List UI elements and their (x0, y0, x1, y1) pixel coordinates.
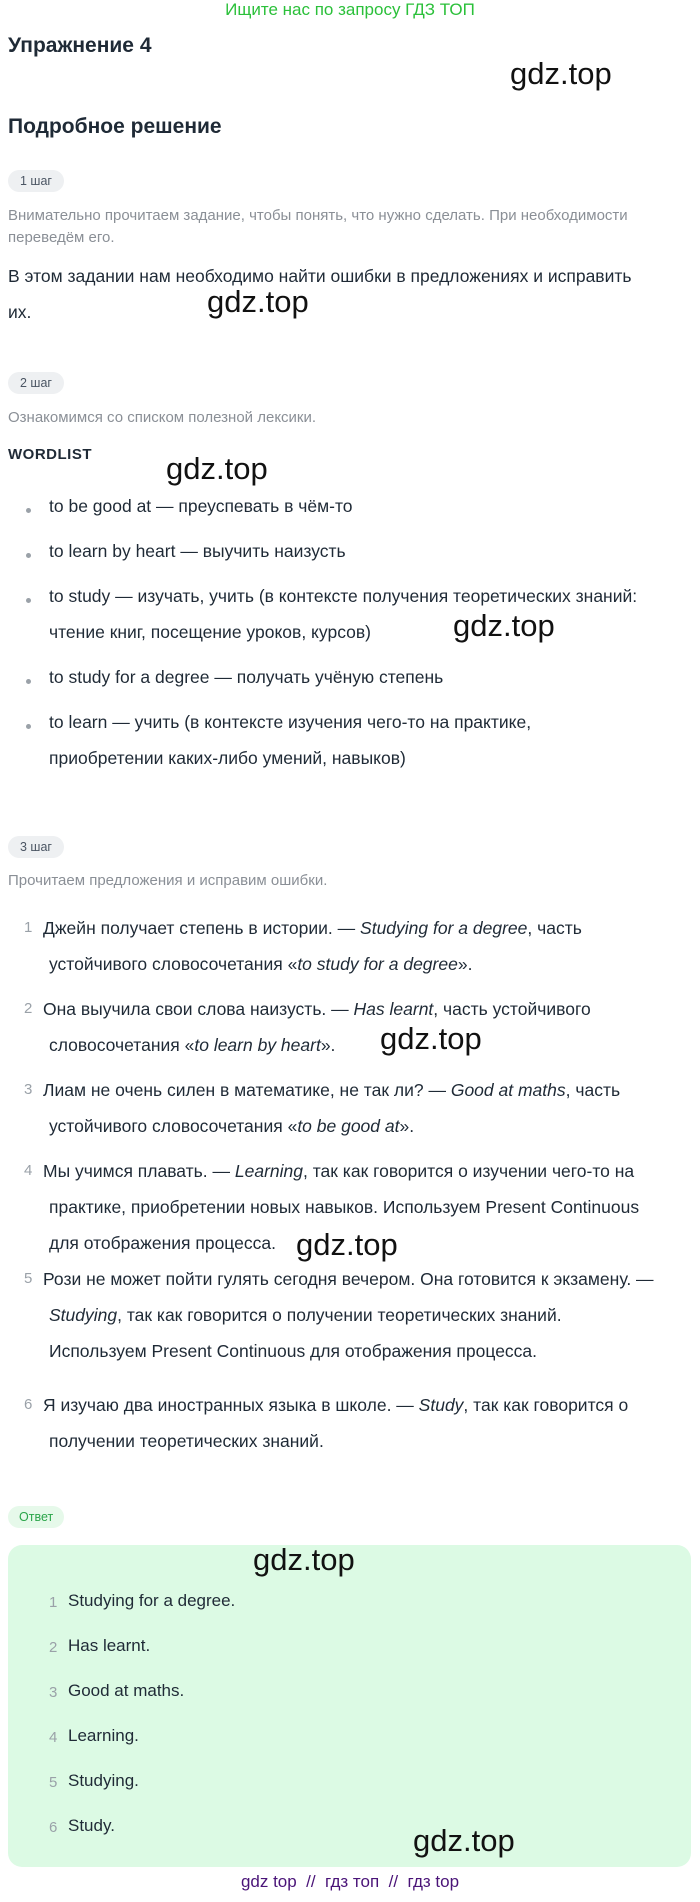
sentence-item: Я изучаю два иностранных языка в школе. — Study, так как говорится о (43, 1395, 629, 1415)
sentence-item-continued: для отображения процесса. (49, 1233, 276, 1253)
sentence-item-continued: устойчивого словосочетания «to be good at». (49, 1116, 415, 1136)
wordlist-item: to learn — учить (в контексте изучения чего-то на практике, (49, 712, 532, 732)
answer-item: Learning. (68, 1726, 139, 1745)
sentence-item-continued: Используем Present Continuous для отображения процесса. (49, 1341, 538, 1361)
item-number: 6 (24, 1396, 33, 1413)
sentence-item: Мы учимся плавать. — Learning, так как говорится о изучении чего-то на (43, 1161, 635, 1181)
answer-number: 6 (49, 1819, 58, 1836)
answer-item: Has learnt. (68, 1636, 151, 1655)
wordlist-item: to study — изучать, учить (в контексте получения теоретических знаний: (49, 586, 638, 606)
sentence-item-continued: практике, приобретении новых навыков. Используем Present Continuous (49, 1197, 640, 1217)
promo-banner[interactable]: Ищите нас по запросу ГДЗ ТОП (225, 0, 475, 19)
sentence-item: Она выучила свои слова наизусть. — Has learnt, часть устойчивого (43, 999, 591, 1019)
item-number: 4 (24, 1162, 33, 1179)
answer-number: 2 (49, 1639, 58, 1656)
answer-number: 1 (49, 1594, 58, 1611)
item-number: 5 (24, 1270, 33, 1287)
sentence-item: Лиам не очень силен в математике, не так ли? — Good at maths, часть (43, 1080, 621, 1100)
answer-number: 4 (49, 1729, 58, 1746)
wordlist-item: to learn by heart — выучить наизусть (49, 541, 346, 561)
sentence-item: Рози не может пойти гулять сегодня вечером. Она готовится к экзамену. — (43, 1269, 654, 1289)
bullet-icon (26, 553, 31, 558)
wordlist-title: WORDLIST (8, 446, 92, 463)
step-3-chip: 3 шаг (8, 836, 64, 858)
watermark: gdz.top (453, 608, 555, 643)
watermark: gdz.top (253, 1542, 355, 1577)
answer-item: Studying. (68, 1771, 139, 1790)
item-number: 2 (24, 1000, 33, 1017)
answer-chip: Ответ (8, 1506, 64, 1528)
answer-item: Studying for a degree. (68, 1591, 236, 1610)
watermark: gdz.top (380, 1021, 482, 1056)
step-1-text-line-2: их. (8, 302, 32, 322)
page-title: Упражнение 4 (8, 34, 152, 57)
bullet-icon (26, 508, 31, 513)
item-number: 3 (24, 1081, 33, 1098)
sentence-item-continued: Studying, так как говорится о получении теоретических знаний. (49, 1305, 562, 1325)
watermark: gdz.top (413, 1823, 515, 1858)
section-title: Подробное решение (8, 115, 222, 138)
step-1-text-line-1: В этом задании нам необходимо найти ошибки в предложениях и исправить (8, 266, 632, 286)
step-1-chip: 1 шаг (8, 170, 64, 192)
step-2-description: Ознакомимся со списком полезной лексики. (8, 409, 317, 426)
sentence-item-continued: словосочетания «to learn by heart». (49, 1035, 336, 1055)
sentence-item: Джейн получает степень в истории. — Studying for a degree, часть (43, 918, 582, 938)
wordlist-item-continued: приобретении каких-либо умений, навыков) (49, 748, 406, 768)
sentence-item-continued: устойчивого словосочетания «to study for a degree». (49, 954, 473, 974)
answer-item: Good at maths. (68, 1681, 185, 1700)
watermark: gdz.top (296, 1227, 398, 1262)
item-number: 1 (24, 919, 33, 936)
watermark: gdz.top (510, 56, 612, 91)
bullet-icon (26, 679, 31, 684)
step-3-description: Прочитаем предложения и исправим ошибки. (8, 872, 328, 889)
sentence-item-continued: получении теоретических знаний. (49, 1431, 324, 1451)
bullet-icon (26, 598, 31, 603)
wordlist-item-continued: чтение книг, посещение уроков, курсов) (49, 622, 371, 642)
answer-item: Study. (68, 1816, 115, 1835)
wordlist-item: to be good at — преуспевать в чём-то (49, 496, 353, 516)
step-1-description: Внимательно прочитаем задание, чтобы понять, что нужно сделать. При необходимости переведём его. (8, 207, 628, 246)
bullet-icon (26, 724, 31, 729)
answer-number: 5 (49, 1774, 58, 1791)
step-2-chip: 2 шаг (8, 372, 64, 394)
wordlist-item: to study for a degree — получать учёную степень (49, 667, 444, 687)
watermark: gdz.top (166, 451, 268, 486)
answer-number: 3 (49, 1684, 58, 1701)
footer-links[interactable]: gdz top // гдз топ // гдз top (240, 1872, 460, 1891)
watermark: gdz.top (207, 284, 309, 319)
